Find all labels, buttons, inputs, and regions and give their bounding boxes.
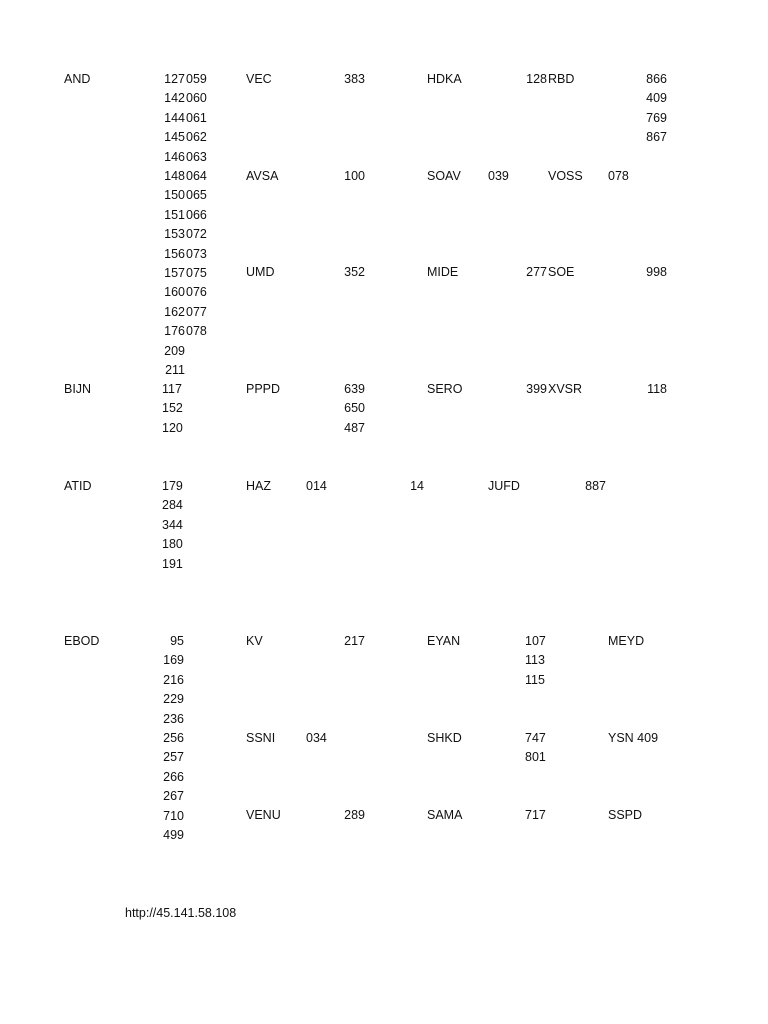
cell-text: 127 (164, 72, 185, 86)
cell-text: YSN 409 (608, 731, 659, 745)
cell-text: 487 (344, 420, 365, 435)
cell-text: 061 (186, 110, 207, 125)
cell-text: SSPD (608, 808, 643, 822)
cell-text: 344 (162, 517, 183, 532)
cell-text: 073 (186, 246, 207, 261)
cell-text: 14 (410, 479, 424, 493)
cell-text: 065 (186, 188, 207, 203)
cell-text: JUFD (488, 479, 520, 493)
cell-text: 118 (647, 382, 667, 396)
cell-text: BIJN (64, 382, 92, 396)
cell-text: 217 (344, 634, 365, 648)
cell-text: AVSA (246, 169, 279, 183)
cell-text: SAMA (427, 808, 463, 822)
cell-text: 152 (162, 401, 183, 416)
cell-text: 160 (164, 285, 185, 300)
cell-text: 256 (163, 731, 184, 745)
cell-text: XVSR (548, 382, 583, 396)
cell-text: ATID (64, 479, 92, 493)
cell-text: 063 (186, 149, 207, 164)
cell-text: SSNI (246, 731, 276, 745)
cell-text: 289 (344, 808, 365, 822)
cell-text: 146 (164, 149, 185, 164)
cell-text: 209 (164, 343, 185, 358)
cell-text: 034 (306, 731, 327, 745)
cell-text: 153 (164, 227, 185, 242)
cell-text: SERO (427, 382, 463, 396)
cell-text: 062 (186, 130, 207, 145)
cell-text: 039 (488, 169, 509, 183)
cell-text: 072 (186, 227, 207, 242)
cell-text: 866 (646, 72, 667, 86)
cell-text: 078 (608, 169, 629, 183)
cell-text: 142 (164, 91, 185, 106)
cell-text: MEYD (608, 634, 645, 648)
cell-text: 267 (163, 789, 184, 804)
cell-text: 064 (186, 169, 207, 183)
cell-text: 059 (186, 72, 207, 86)
cell-text: 156 (164, 246, 185, 261)
cell-text: 216 (163, 672, 184, 687)
cell-text: UMD (246, 265, 275, 279)
cell-text: 144 (164, 110, 185, 125)
cell-text: 769 (646, 110, 667, 125)
cell-text: 113 (525, 653, 545, 668)
cell-text: PPPD (246, 382, 281, 396)
cell-text: 151 (164, 207, 185, 222)
cell-text: HAZ (246, 479, 271, 493)
url-text: http://45.141.58.108 (125, 906, 237, 920)
cell-text: 277 (526, 265, 547, 279)
cell-text: 801 (525, 750, 546, 765)
cell-text: 078 (186, 324, 207, 339)
cell-text: EYAN (427, 634, 461, 648)
cell-text: VOSS (548, 169, 583, 183)
cell-text: 060 (186, 91, 207, 106)
cell-text: 229 (163, 692, 184, 707)
cell-text: 95 (170, 634, 184, 648)
cell-text: 145 (164, 130, 185, 145)
cell-text: 075 (186, 266, 207, 280)
cell-text: 157 (164, 266, 185, 280)
cell-text: 998 (646, 265, 667, 279)
cell-text: RBD (548, 72, 575, 86)
cell-text: 120 (162, 420, 183, 435)
cell-text: 014 (306, 479, 327, 493)
cell-text: SOAV (427, 169, 461, 183)
cell-text: 107 (525, 634, 546, 648)
cell-text: 499 (163, 828, 184, 842)
cell-text: 383 (344, 72, 365, 86)
cell-text: 747 (525, 731, 546, 745)
cell-text: 180 (162, 537, 183, 552)
cell-text: 077 (186, 304, 207, 319)
cell-text: 150 (164, 188, 185, 203)
cell-text: 717 (525, 808, 546, 822)
cell-text: 887 (585, 479, 606, 493)
cell-text: VENU (246, 808, 281, 822)
cell-text: 639 (344, 382, 365, 396)
cell-text: 176 (164, 324, 185, 339)
cell-text: 257 (163, 750, 184, 765)
cell-text: 066 (186, 207, 207, 222)
cell-text: 162 (164, 304, 185, 319)
cell-text: AND (64, 72, 91, 86)
cell-text: HDKA (427, 72, 462, 86)
cell-text: SHKD (427, 731, 462, 745)
cell-text: 867 (646, 130, 667, 145)
cell-text: 191 (162, 556, 183, 571)
cell-text: 284 (162, 498, 183, 513)
cell-text: VEC (246, 72, 272, 86)
cell-text: 100 (344, 169, 365, 183)
cell-text: 169 (163, 653, 184, 668)
cell-text: 076 (186, 285, 207, 300)
cell-text: 650 (344, 401, 365, 416)
cell-text: 266 (163, 769, 184, 784)
cell-text: KV (246, 634, 263, 648)
cell-text: 710 (163, 808, 184, 823)
cell-text: SOE (548, 265, 575, 279)
cell-text: 236 (163, 711, 184, 726)
cell-text: 128 (526, 72, 547, 86)
cell-text: 399 (526, 382, 547, 396)
cell-text: 409 (646, 91, 667, 106)
cell-text: 211 (165, 363, 185, 377)
cell-text: 148 (164, 169, 185, 183)
cell-text: 117 (162, 382, 182, 396)
cell-text: 352 (344, 265, 365, 279)
cell-text: EBOD (64, 634, 100, 648)
cell-text: 179 (162, 479, 183, 493)
cell-text: 115 (525, 672, 545, 687)
cell-text: MIDE (427, 265, 459, 279)
